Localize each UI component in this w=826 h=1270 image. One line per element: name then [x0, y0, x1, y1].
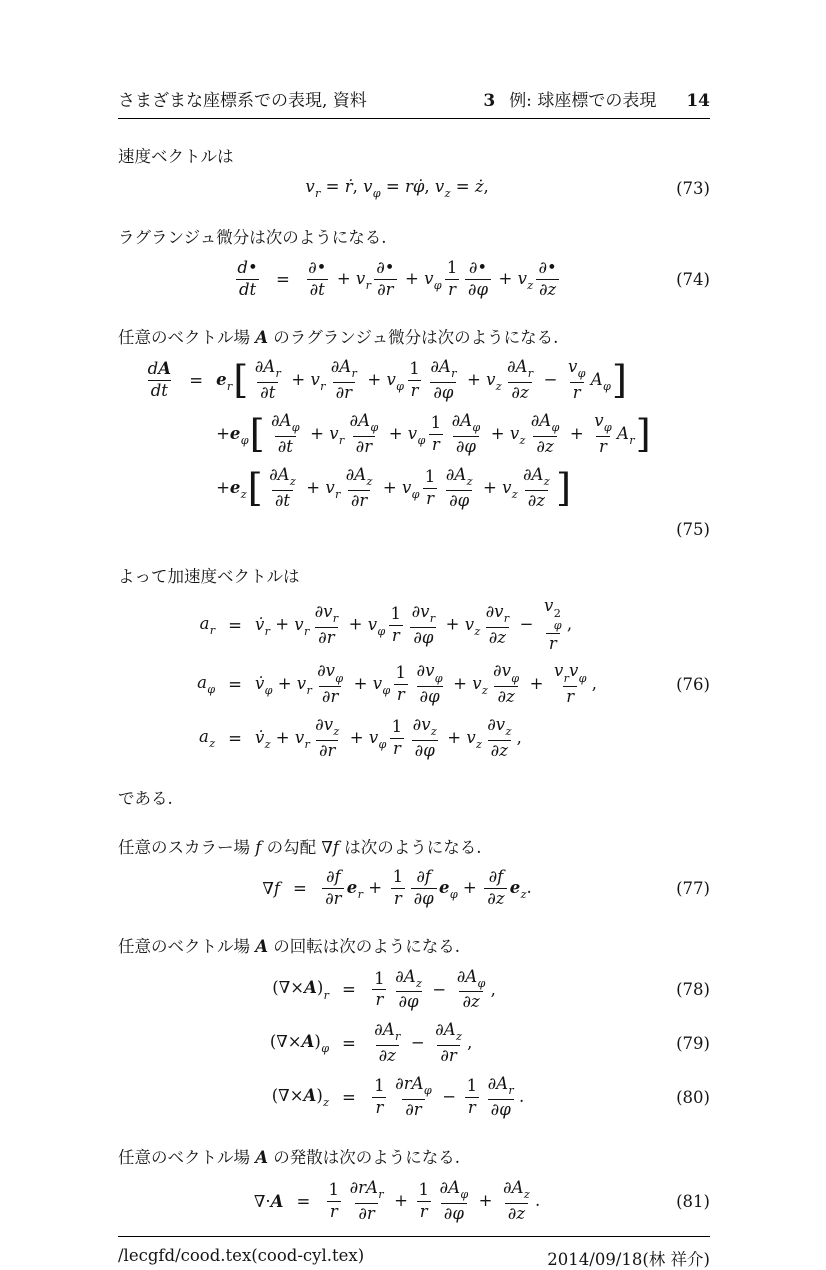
fraction: $\frac{\partial v_z}{\partial\varphi}$ — [412, 715, 437, 761]
equation-relation: = — [228, 729, 242, 749]
fraction: $\partial rA_r$ ∂r — [349, 1177, 384, 1223]
fraction: $\frac{1}{r}$ — [466, 1076, 478, 1118]
big-bracket: [ — [233, 357, 249, 403]
text-line-intro-acceleration: よって加速度ベクトルは — [118, 567, 300, 587]
equation-rhs: $+e_z$[ $\frac{\partial A_z}{\partial t}$ + $v_r$ $\frac{\partial A_z}{\partial r}$ + $v_\varphi$ $\frac{1}{r}$ $\frac{\partial A_z}{\partial\varphi}$ + $v_z$ $\frac{\partial A_z}{\partial z}$ ] — [216, 465, 572, 511]
fraction: v 2 φ r — [544, 596, 562, 653]
equation-number: (78) — [676, 980, 710, 1000]
fraction: $\frac{\partial A_z}{\partial z}$ — [522, 465, 550, 511]
equation-rhs: $+e_\varphi$[ $\frac{\partial A_\varphi}{\partial t}$ + $v_r$ $\frac{\partial A_\varphi}{\partial r}$ + $v_\varphi$ $\frac{1}{r}$ $\frac{\partial A_\varphi}{\partial\varphi}$ + $v_z$ $\frac{\partial A_\varphi}{\partial z}$ + $\frac{v_\varphi}{r}$ $A_r$] — [216, 411, 651, 457]
equation-rhs: $\frac{\partial f}{\partial r}$ $e_r$ + $\frac{1}{r}$ $\frac{\partial f}{\partial\varphi}$ $e_\varphi$ + $\frac{\partial f}{\partial z}$ $e_z$. — [320, 868, 532, 909]
fraction: $\frac{\partial A_z}{\partial z}$ — [503, 1177, 530, 1223]
equation-rhs: $\frac{1}{r}$ $\partial rA_\varphi$ ∂r − $\frac{1}{r}$ $\frac{\partial A_r}{\partial\varphi}$ . — [369, 1075, 524, 1120]
fraction: $\frac{\partial A_r}{\partial t}$ — [254, 357, 281, 403]
fraction: $\frac{\partial A_z}{\partial t}$ — [269, 465, 296, 511]
fraction: $\frac{\partial A_r}{\partial z}$ — [506, 357, 534, 403]
fraction: $\frac{\partial v_\varphi}{\partial\varphi}$ — [416, 661, 443, 707]
text-line-intro-lagrange: ラグランジュ微分は次のようになる. — [118, 228, 387, 248]
equation-lhs: $(\nabla\times A)_z$ — [271, 1086, 330, 1110]
equation-eq-75 — [118, 358, 710, 539]
fraction: $\frac{1}{r}$ — [418, 1179, 429, 1221]
text-line-intro-curl: 任意のベクトル場 A の回転は次のようになる. — [118, 937, 461, 957]
equation-eq-81 — [118, 1179, 710, 1224]
header-left-title: さまざまな座標系での表現, 資料 — [118, 91, 367, 111]
equation-lhs: $(\nabla\times A)_\varphi$ — [269, 1032, 330, 1056]
equation-relation: = — [342, 1088, 356, 1108]
equation-lhs: ∇·A — [253, 1191, 284, 1211]
fraction: $\frac{\partial A_\varphi}{\partial r}$ — [349, 411, 379, 457]
fraction: $\frac{d•}{dt}$ — [237, 257, 258, 299]
equation-relation: = — [228, 615, 242, 635]
equation-relation: = — [342, 980, 356, 1000]
equation-number: (76) — [676, 675, 710, 695]
fraction: $\frac{\partial v_r}{\partial z}$ — [485, 602, 510, 647]
footer-source-path: /lecgfd/cood.tex(cood-cyl.tex) — [118, 1245, 365, 1265]
equation-relation: = — [296, 1191, 311, 1211]
equation-number: (75) — [676, 520, 710, 540]
fraction: $\frac{\partial A_r}{\partial r}$ — [330, 357, 357, 403]
fraction: ∂• ∂z — [535, 259, 559, 300]
fraction: $\frac{v_\varphi}{r}$ — [567, 357, 586, 403]
fraction: $\frac{\partial v_r}{\partial r}$ — [314, 602, 339, 647]
fraction: $\frac{\partial A_\varphi}{\partial t}$ — [271, 411, 300, 457]
equation-relation: = — [189, 371, 204, 391]
equation-relation: = — [275, 269, 290, 289]
equation-eq-74 — [118, 259, 710, 300]
fraction: $\frac{\partial f}{\partial r}$ — [322, 868, 344, 909]
fraction: $\frac{v_\varphi}{r}$ — [594, 411, 612, 457]
fraction: $\frac{1}{r}$ — [446, 257, 458, 299]
equation-rhs: $\frac{1}{r}$ $\frac{\partial A_z}{\partial\varphi}$ − $\frac{\partial A_\varphi}{\partial z}$ , — [369, 968, 496, 1013]
fraction: ∂• ∂φ — [465, 259, 491, 300]
fraction: $\frac{\partial A_z}{\partial\varphi}$ — [445, 465, 473, 511]
fraction: $\frac{1}{r}$ — [391, 717, 403, 759]
fraction: $\frac{\partial v_z}{\partial r}$ — [315, 715, 340, 761]
equation-lhs — [232, 259, 263, 300]
equation-eq-76 — [118, 597, 710, 761]
header-section-title: 例: 球座標での表現 — [509, 91, 657, 111]
equation-lhs: ∇f — [262, 879, 280, 899]
equation-rhs: $\frac{\partial A_r}{\partial z}$ − $\frac{\partial A_z}{\partial r}$ , — [369, 1021, 473, 1066]
fraction: $\frac{1}{r}$ — [424, 467, 436, 509]
fraction: $\frac{\partial A_\varphi}{\partial\varphi}$ — [439, 1177, 469, 1223]
document-body — [118, 119, 710, 1236]
equation-rhs: $\frac{1}{r}$ $\partial rA_r$ ∂r + $\frac{1}{r}$ $\frac{\partial A_\varphi}{\partial\varphi}$ + $\frac{\partial A_z}{\partial z}$ . — [323, 1179, 540, 1224]
text-line-intro-gradient: 任意のスカラー場 f の勾配 ∇f は次のようになる. — [118, 837, 482, 857]
big-bracket: ] — [555, 465, 572, 511]
equation-relation: = — [342, 1034, 356, 1054]
equation-number: (73) — [676, 179, 710, 199]
equation-number: (80) — [676, 1088, 710, 1108]
fraction: $\frac{\partial v_r}{\partial\varphi}$ — [411, 602, 436, 647]
fraction: $\frac{1}{r}$ — [392, 867, 404, 909]
equation-lhs: $a_z$ — [199, 727, 216, 751]
fraction: $\frac{\partial A_r}{\partial\varphi}$ — [430, 357, 457, 403]
fraction: ∂• ∂r — [373, 259, 397, 300]
fraction: $\frac{\partial v_z}{\partial z}$ — [487, 715, 512, 761]
fraction: $\frac{1}{r}$ — [374, 968, 385, 1010]
fraction: $\frac{\partial v_\varphi}{\partial r}$ — [317, 661, 344, 707]
fraction: $\partial rA_\varphi$ ∂r — [395, 1074, 432, 1120]
fraction: $\frac{dA}{dt}$ — [147, 359, 171, 401]
fraction: $\frac{1}{r}$ — [409, 359, 420, 401]
fraction: $v_rv_\varphi$ r — [553, 661, 587, 707]
fraction: ∂• ∂t — [308, 257, 327, 299]
fraction: $\frac{1}{r}$ — [374, 1076, 385, 1118]
fraction: $\frac{\partial A_r}{\partial\varphi}$ — [487, 1074, 514, 1120]
equation-lhs — [142, 360, 176, 401]
text-line-dearu: である. — [118, 789, 173, 809]
equation-eq-77 — [118, 868, 710, 909]
equation-number: (74) — [676, 269, 710, 289]
equation-lhs: $a_\varphi$ — [197, 673, 216, 697]
equation-body: $v_r$ = ṙ, $v_\varphi$ = rφ̇, $v_z$ = ż, — [305, 177, 489, 201]
fraction: $\frac{\partial v_\varphi}{\partial z}$ — [493, 661, 520, 707]
fraction: $\frac{\partial f}{\partial\varphi}$ — [411, 868, 437, 909]
big-bracket: [ — [249, 411, 265, 457]
equation-rhs: $v̇_r + v_r$ $\frac{\partial v_r}{\partial r}$ + $v_\varphi$ $\frac{1}{r}$ $\frac{\partial v_r}{\partial\varphi}$ + $v_z$ $\frac{\partial v_r}{\partial z}$ − v 2 φ r , — [254, 596, 573, 653]
equation-lhs: $a_r$ — [199, 613, 216, 637]
big-bracket: ] — [635, 411, 651, 457]
page-header — [118, 86, 710, 119]
equation-relation: = — [292, 879, 307, 899]
equation-number: (79) — [676, 1034, 710, 1054]
header-section-number: 3 — [483, 91, 496, 111]
big-bracket: [ — [247, 465, 263, 511]
equation-eq-73 — [118, 177, 710, 200]
equation-lhs: $(\nabla\times A)_r$ — [272, 978, 330, 1002]
equation-rhs: $v̇_\varphi + v_r$ $\frac{\partial v_\varphi}{\partial r}$ + $v_\varphi$ $\frac{1}{r}$ $\frac{\partial v_\varphi}{\partial\varphi}$ + $v_z$ $\frac{\partial v_\varphi}{\partial z}$ + $v_rv_\varphi$ r , — [254, 661, 598, 707]
equation-rhs: $e_r$[ $\frac{\partial A_r}{\partial t}$ + $v_r$ $\frac{\partial A_r}{\partial r}$ + $v_\varphi$ $\frac{1}{r}$ $\frac{\partial A_r}{\partial\varphi}$ + $v_z$ $\frac{\partial A_r}{\partial z}$ − $\frac{v_\varphi}{r}$ $A_\varphi$] — [216, 357, 627, 403]
page-footer — [118, 1236, 710, 1270]
fraction: $\frac{\partial A_\varphi}{\partial z}$ — [530, 411, 560, 457]
equation-rhs: $v̇_z + v_r$ $\frac{\partial v_z}{\partial r}$ + $v_\varphi$ $\frac{1}{r}$ $\frac{\partial v_z}{\partial\varphi}$ + $v_z$ $\frac{\partial v_z}{\partial z}$ , — [254, 715, 522, 761]
fraction: $\frac{1}{r}$ — [390, 603, 402, 645]
fraction: $\frac{\partial f}{\partial z}$ — [484, 868, 507, 909]
fraction: $\frac{\partial A_z}{\partial r}$ — [345, 465, 373, 511]
fraction: $\frac{1}{r}$ — [430, 413, 442, 455]
footer-date-author: 2014/09/18(林 祥介) — [547, 1249, 710, 1269]
fraction: $\frac{\partial A_r}{\partial z}$ — [374, 1020, 401, 1066]
fraction: $\frac{\partial A_\varphi}{\partial\varphi}$ — [451, 411, 481, 457]
fraction: $\frac{\partial A_z}{\partial\varphi}$ — [395, 966, 422, 1012]
text-line-intro-velocity: 速度ベクトルは — [118, 147, 234, 166]
fraction: $\frac{\partial A_z}{\partial r}$ — [435, 1020, 462, 1066]
text-line-intro-vector-lagrange: 任意のベクトル場 A のラグランジュ微分は次のようになる. — [118, 327, 559, 347]
header-page-number: 14 — [686, 91, 710, 111]
equation-number: (77) — [676, 879, 710, 899]
equation-eq-78-80 — [118, 968, 710, 1121]
big-bracket: ] — [611, 357, 627, 403]
equation-rhs: ∂• ∂t + $v_r$ ∂• ∂r + $v_\varphi$ $\frac{1}{r}$ ∂• ∂φ + $v_z$ ∂• ∂z — [303, 259, 562, 300]
equation-number: (81) — [676, 1191, 710, 1211]
fraction: $\frac{1}{r}$ — [328, 1179, 340, 1221]
fraction: $\frac{\partial A_\varphi}{\partial z}$ — [456, 966, 486, 1012]
text-line-intro-divergence: 任意のベクトル場 A の発散は次のようになる. — [118, 1148, 461, 1168]
fraction: $\frac{1}{r}$ — [395, 663, 407, 705]
equation-relation: = — [228, 675, 242, 695]
header-right-group — [483, 86, 710, 111]
